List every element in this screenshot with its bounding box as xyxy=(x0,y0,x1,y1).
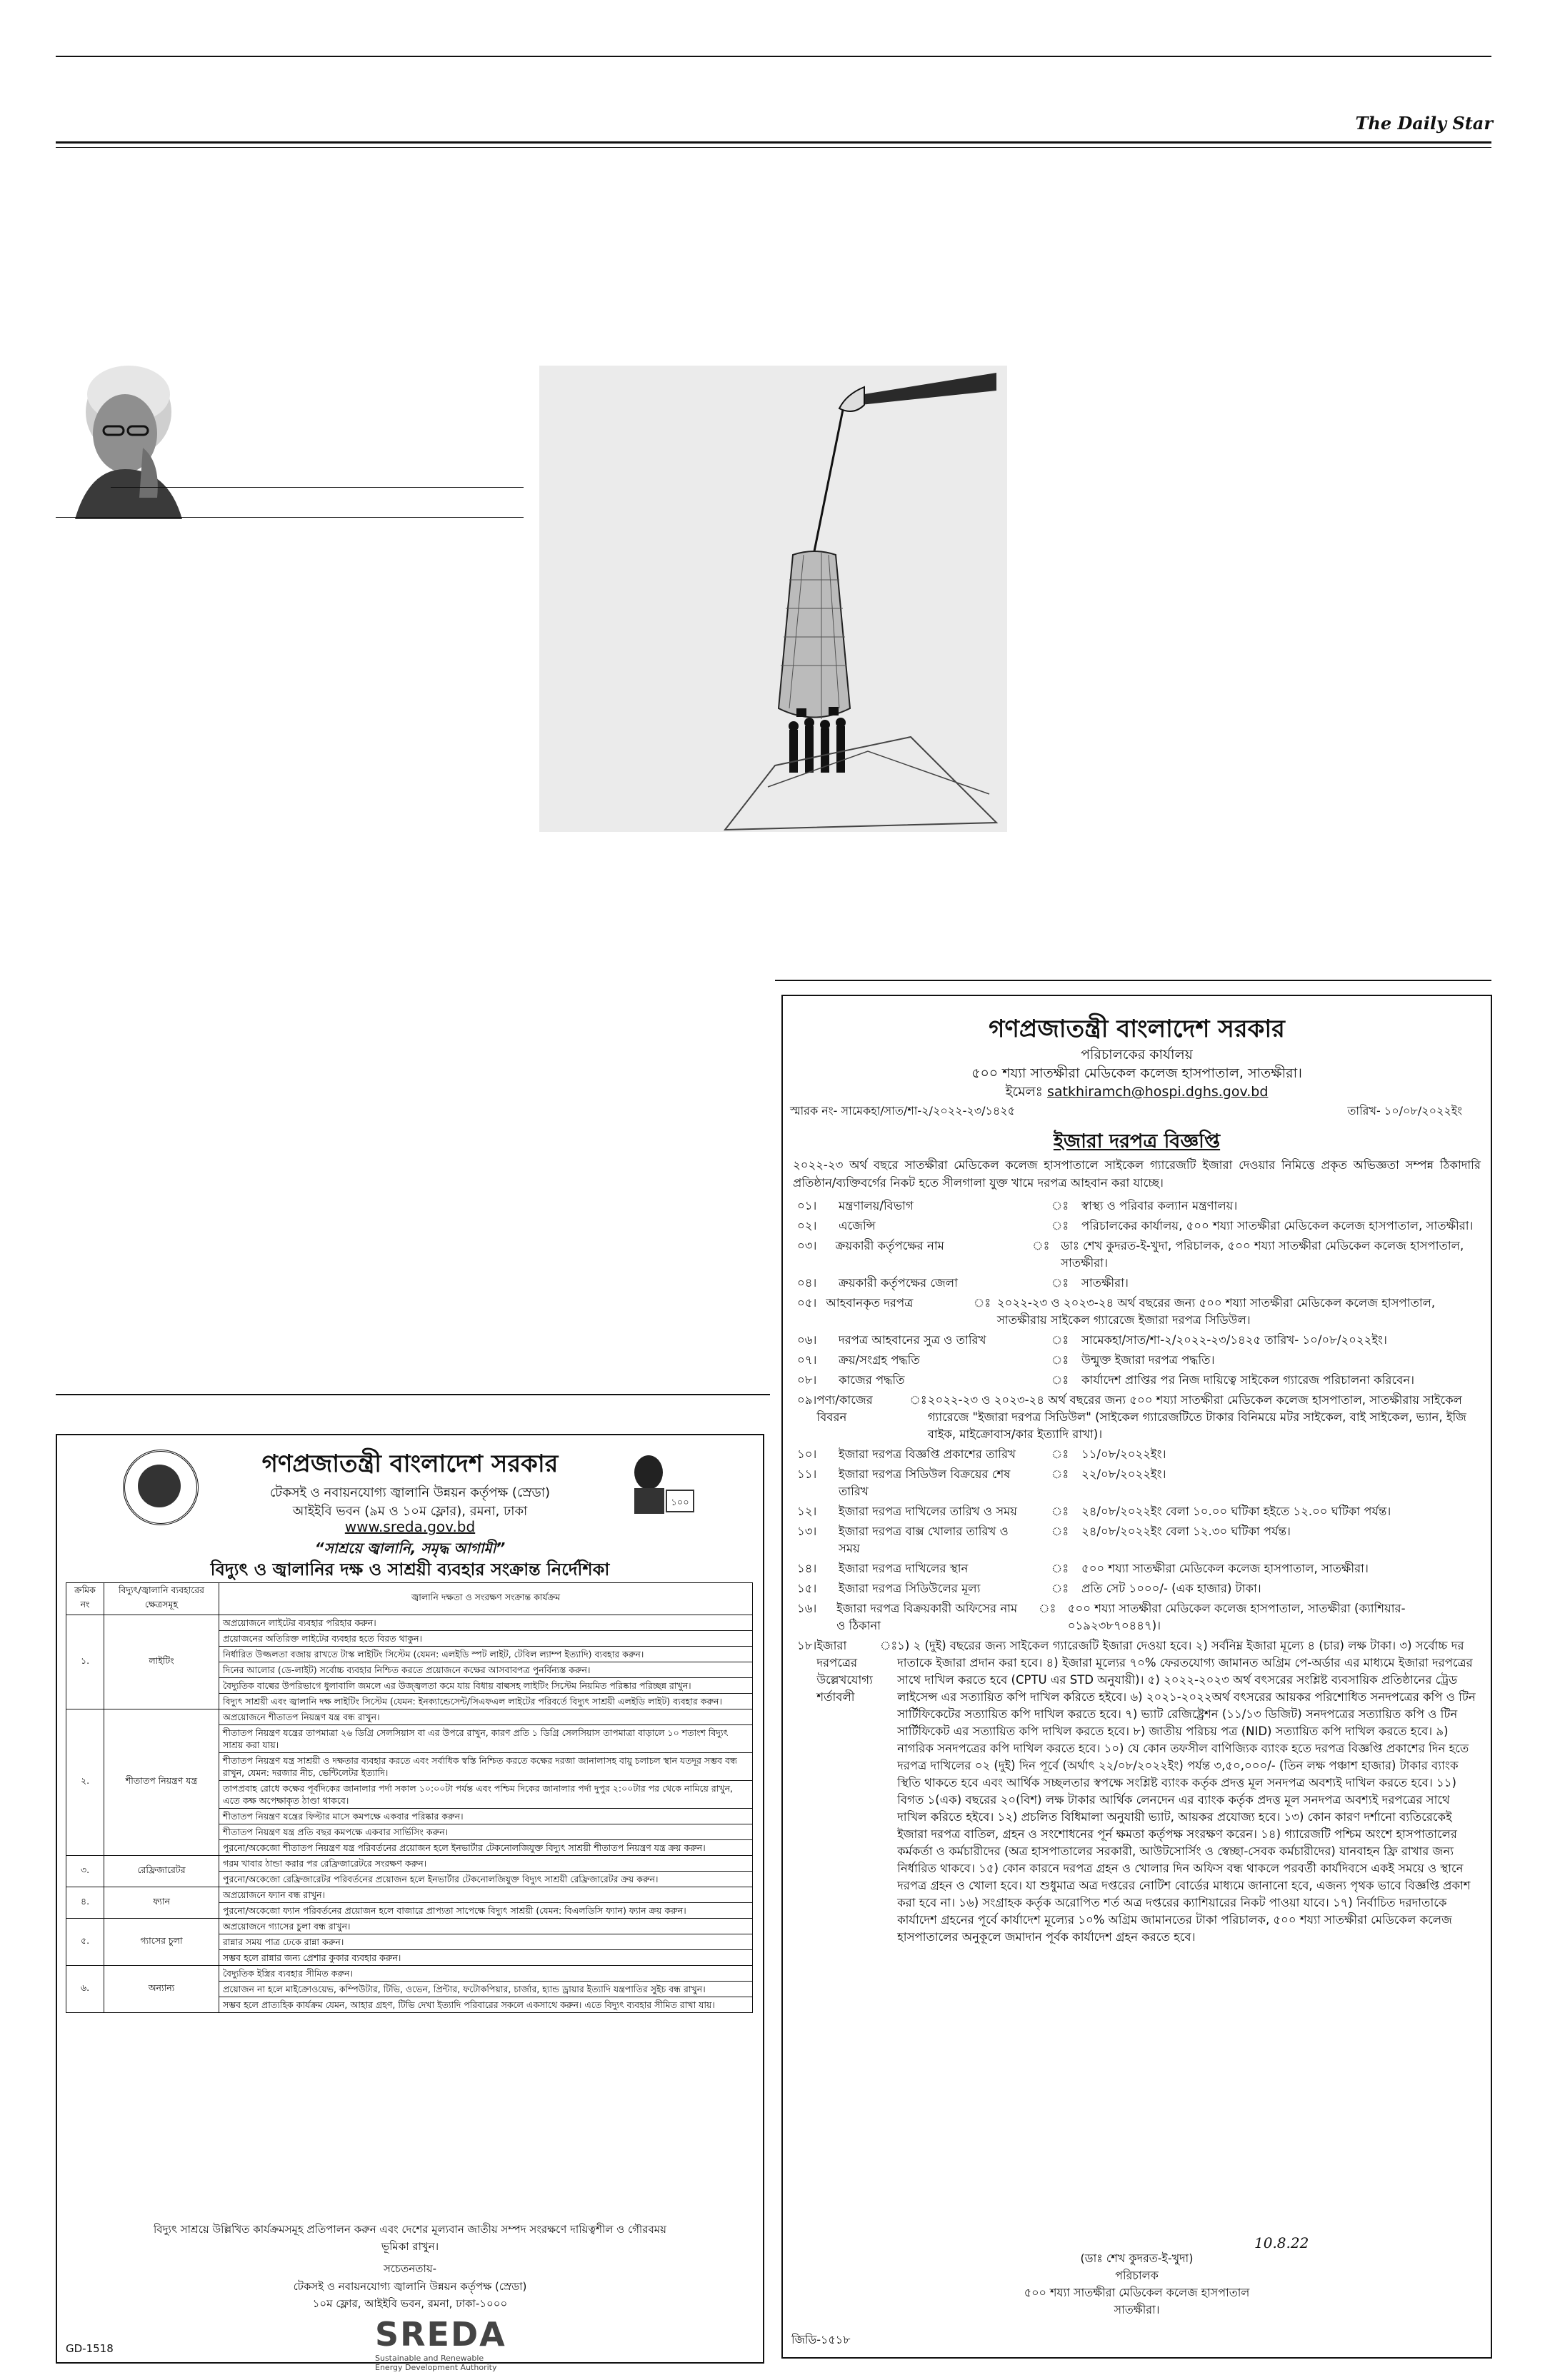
row-label: দরপত্র আহবানের সুত্র ও তারিখ xyxy=(839,1333,986,1347)
tender-row xyxy=(793,1217,1481,1235)
tender-row xyxy=(793,1237,1481,1272)
action-cell: সম্ভব হলে প্রাত্যহিক কার্যক্রম যেমন, আহার গ্রহণ, টিভি দেখা ইত্যাদি পরিবারের সকলে একসাথে করুন। এতে বিদ্যুৎ ব্যবহার সীমিত রাখা যায়। xyxy=(219,1997,753,2013)
col-header-actions: জ্বালানি দক্ষতা ও সংরক্ষণ সংক্রান্ত কার্যক্রম xyxy=(219,1583,753,1615)
signature: 10.8.22 xyxy=(1254,2234,1309,2251)
sreda-logo-sub1: Sustainable and Renewable xyxy=(375,2354,484,2363)
guideline-title: বিদ্যুৎ ও জ্বালানির দক্ষ ও সাশ্রয়ী ব্যবহার সংক্রান্ত নির্দেশিকা xyxy=(210,1560,610,1580)
row-value: ৫০০ শয্যা সাতক্ষীরা মেডিকেল কলেজ হাসপাতাল, সাতক্ষীরা (ক্যাশিয়ার- ০১৯২৩৮৭০৪৪৭)। xyxy=(1067,1602,1406,1632)
tender-row xyxy=(793,1392,1481,1443)
row-number: ১৬। xyxy=(797,1602,817,1615)
notice-rows xyxy=(793,1197,1481,1949)
tender-row xyxy=(793,1503,1481,1520)
column-rule-2 xyxy=(56,517,524,518)
column-rule xyxy=(111,487,524,488)
action-cell: দিনের আলোর (ডে-লাইট) সর্বোচ্চ ব্যবহার নিশ্চিত করতে প্রয়োজনে কক্ষের আসবাবপত্র পুনর্বিন্যস্ত করুন। xyxy=(219,1662,753,1678)
row-value: ৫০০ শয্যা সাতক্ষীরা মেডিকেল কলেজ হাসপাতাল, সাতক্ষীরা। xyxy=(1081,1562,1369,1575)
row-colon: ঃ xyxy=(1051,1373,1069,1387)
row-colon: ঃ xyxy=(1051,1582,1069,1595)
row-number: ০৫। xyxy=(797,1296,817,1310)
row-number: ১৪। xyxy=(797,1562,817,1575)
area-cell: রেফ্রিজারেটর xyxy=(104,1856,219,1887)
action-cell: নির্ধারিত উজ্জলতা বজায় রাখতে টাস্ক লাইটিং সিস্টেম (যেমন: এলইডি স্পট লাইট, টেবিল ল্যাম্প ইত্যাদি) ব্যবহার করুন। xyxy=(219,1647,753,1662)
table-row xyxy=(66,1919,753,1934)
row-value: ২২/০৮/২০২২ইং। xyxy=(1081,1467,1166,1481)
header-rule-2 xyxy=(56,147,1491,148)
signer-title: পরিচালক xyxy=(1115,2269,1159,2282)
row-number: ১৫। xyxy=(797,1582,817,1595)
row-colon: ঃ xyxy=(973,1296,991,1310)
action-cell: শীতাতপ নিয়ন্ত্রণ যন্ত্রের ফিল্টার মাসে কমপক্ষে একবার পরিষ্কার করুন। xyxy=(219,1809,753,1824)
col-header-serial: ক্রমিক নং xyxy=(66,1583,104,1615)
action-cell: প্রয়োজন না হলে মাইক্রোওয়েভ, কম্পিউটার, টিভি, ওভেন, প্রিন্টার, ফটোকপিয়ার, চার্জার, হ্যান্ড ড্রায়ার ইত্যাদি যন্ত্রপাতির সুইচ বন্ধ রাখুন। xyxy=(219,1982,753,1997)
tender-row xyxy=(793,1637,1481,1946)
office-name: পরিচালকের কার্যালয় xyxy=(1081,1047,1193,1063)
email-link[interactable]: satkhiramch@hospi.dghs.gov.bd xyxy=(1046,1084,1269,1100)
row-colon: ঃ xyxy=(1032,1239,1050,1252)
row-label: কাজের পদ্ধতি xyxy=(839,1373,905,1387)
row-value: ২৪/০৮/২০২২ইং বেলা ১২.৩০ ঘটিকা পর্যন্ত। xyxy=(1081,1525,1291,1538)
sender-label: সচেতনতায়- xyxy=(383,2262,437,2275)
row-value: ২৪/০৮/২০২২ইং বেলা ১০.০০ ঘটিকা হইতে ১২.০০ ঘটিকা পর্যন্ত। xyxy=(1081,1505,1391,1518)
row-label: ইজারা দরপত্র সিডিউলের মূল্য xyxy=(839,1582,981,1595)
row-label: আহবানকৃত দরপত্র xyxy=(826,1296,914,1310)
row-number: ০২। xyxy=(797,1219,817,1232)
row-value: উন্মুক্ত ইজারা দরপত্র পদ্ধতি। xyxy=(1081,1353,1215,1367)
row-value: কার্যাদেশ প্রাপ্তির পর নিজ দায়িত্বে সাইকেল গ্যারেজ পরিচালনা করিবেন। xyxy=(1081,1373,1415,1387)
action-cell: প্রয়োজনের অতিরিক্ত লাইটের ব্যবহার হতে বিরত থাকুন। xyxy=(219,1631,753,1647)
govt-title: গণপ্রজাতন্ত্রী বাংলাদেশ সরকার xyxy=(261,1450,559,1478)
row-label: ইজারা দরপত্র বিক্রয়কারী অফিসের নাম ও ঠিকানা xyxy=(836,1602,1018,1632)
action-cell: পুরনো/অকেজো ফ্যান পরিবর্তনের প্রয়োজন হলে বাজারে প্রাপ্যতা সাপেক্ষে বিদ্যুৎ সাশ্রয়ী (যেমন: বিএলডিসি ফ্যান) ফ্যান ক্রয় করুন। xyxy=(219,1903,753,1919)
action-cell: শীতাতপ নিয়ন্ত্রণ যন্ত্রের তাপমাত্রা ২৬ ডিগ্রি সেলসিয়াস বা এর উপরে রাখুন, কারণ প্রতি ১ ডিগ্রি সেলসিয়াস তাপমাত্রা বাড়ালে ১০ শতাংশ বিদ্যুৎ সাশ্রয় করা যায়। xyxy=(219,1725,753,1753)
sreda-logo xyxy=(375,2315,506,2372)
row-number: ১২। xyxy=(797,1505,817,1518)
table-row xyxy=(66,1856,753,1872)
row-value: সাতক্ষীরা। xyxy=(1081,1276,1129,1290)
website-link[interactable]: www.sreda.gov.bd xyxy=(344,1518,476,1535)
tender-row xyxy=(793,1580,1481,1597)
area-cell: লাইটিং xyxy=(104,1615,219,1709)
signer-org: ৫০০ শয্যা সাতক্ষীরা মেডিকেল কলেজ হাসপাতাল xyxy=(1024,2286,1250,2299)
table-row xyxy=(66,1966,753,1982)
govt-title: গণপ্রজাতন্ত্রী বাংলাদেশ সরকার xyxy=(989,1015,1285,1043)
tender-row xyxy=(793,1600,1481,1635)
action-cell: সম্ভব হলে রান্নার জন্য প্রেশার কুকার ব্যবহার করুন। xyxy=(219,1950,753,1966)
area-cell: গ্যাসের চুলা xyxy=(104,1919,219,1966)
signer-block xyxy=(783,2250,1491,2319)
table-row xyxy=(66,1615,753,1631)
row-colon: ঃ xyxy=(1051,1447,1069,1461)
row-value: ডাঃ শেখ কুদরত-ই-খুদা, পরিচালক, ৫০০ শয্যা সাতক্ষীরা মেডিকেল কলেজ হাসপাতাল, সাতক্ষীরা। xyxy=(1061,1239,1464,1270)
row-value: ১) ২ (দুই) বছরের জন্য সাইকেল গ্যারেজটি ইজারা দেওয়া হবে। ২) সর্বনিম্ন ইজারা মূল্যে ৪ (চার) লক্ষ টাকা। ৩) সর্বোচ্চ দর দাতাকে ইজারা প্রদান করা হবে। ৪) ইজারা মূল্যের ৭০% ফেরতযোগ্য জামানত অগ্রিম পে-অর্ডার এর মাধ্যমে ইজারা দরপত্রের সাথে দাখিল করতে হবে (CPTU এর STD অনুযায়ী)। ৫) ২০২২-২০২৩ অর্থ বৎসরের সংশ্লিষ্ট ব্যবসায়িক প্রতিষ্ঠানের ট্রেড লাইসেন্স এর সত্যায়িত কপি দাখিল করিতে হইবে। ৬) ২০২১-২০২২অর্থ বৎসরের আয়কর পরিশোধিত সনদপত্রের কপি ও টিন সার্টিফিকেটের সত্যায়িত কপি দাখিল করতে হবে। ৭) ভ্যাট রেজিষ্ট্রেশন (১১/১৩ ডিজিট) সনদপত্রের সত্যায়িত কপি ও টিন সার্টিফিকেট এর সত্যায়িত কপি দাখিল করতে হবে। ৮) জাতীয় পরিচয় পত্র (NID) সত্যায়িত কপি দাখিল করতে হবে। ৯) নাগরিক সনদপত্রের কপি দাখিল করতে হবে। ১০) যে কোন তফসীল বাণিজ্যিক ব্যাংক হতে দরপত্র বিজ্ঞপ্তি প্রকাশের দিন হতে দরপত্র দাখিলের ০২ (দুই) দিন পূর্বে (অর্থাৎ ২২/০৮/২০২২ইং) পর্যন্ত ৩,৫০,০০০/- (তিন লক্ষ পঞ্চাশ হাজার) টাকার ব্যাংক স্থিতি থাকতে হবে এবং আর্থিক সচ্ছলতার স্বপক্ষে সংশ্লিষ্ট ব্যাংক কর্তৃক প্রদত্ত মূল সনদপত্র অবশ্যই দাখিল করতে হবে। ১১) বিগত ১(এক) বছরের ২০(বিশ) লক্ষ টাকার আর্থিক লেনদেন এর ব্যাংক কর্তৃক প্রদত্ত মূল সনদপত্র অবশ্যই দরপত্রের সাথে দাখিল করিতে হইবে। ১২) প্রচলিত বিধিমালা অনুযায়ী ভ্যাট, আয়কর প্রযোজ্য হবে। ১৩) কোন কারণ দর্শানো ব্যতিরেকেই ইজারা দরপত্র বাতিল, গ্রহন ও সংশোধনের পূর্ন ক্ষমতা কর্তৃপক্ষ সংরক্ষণ করেন। ১৪) গ্যারেজটি পশ্চিম অংশে হাসপাতালের কর্মকর্তা ও কর্মচারীদের (অত্র হাসপাতালের সরকারী, আউটসোর্সিং ও স্বেচ্ছা-সেবক কর্মচারীদের) যানবাহন ফ্রি রাখার জন্য নির্ধারিত থাকবে। ১৫) কোন কারনে দরপত্র গ্রহন ও খোলার দিন অফিস বন্ধ থাকলে পরবর্তী কার্যদিবসে একই সময়ে ও স্থানে দরপত্র গ্রহন ও খোলা হবে। যা শুধুমাত্র অত্র দপ্তরের নোটিশ বোর্ডের মাধ্যমে জানানো হবে, এজন্য পৃথক ভাবে বিজ্ঞপ্তি প্রকাশ করা হবে না। ১৬) সংগ্রাহক কর্তৃক অরোপিত শর্ত অত্র দপ্তরের ক্যাশিয়ারের নিকট পাওয়া যাবে। ১৭) নির্বাচিত দরদাতাকে কার্যাদেশ গ্রহনের পূর্বে কার্যাদেশ মূল্যের ১০% অগ্রিম জামানতের টাকা পরিচালক, ৫০০ শয্যা সাতক্ষীরা মেডিকেল কলেজ হাসপাতালের অনুকূলে জমাদান পূর্বক কার্যাদেশ গ্রহন করতে হবে। xyxy=(897,1639,1476,1944)
memo-number: স্মারক নং- সামেকহা/সাত/শা-২/২০২২-২৩/১৪২৫ xyxy=(790,1104,1016,1118)
row-number: ০৮। xyxy=(797,1373,817,1387)
table-row xyxy=(66,1709,753,1725)
tender-row xyxy=(793,1295,1481,1329)
row-colon: ঃ xyxy=(1051,1276,1069,1290)
row-label: ক্রয়/সংগ্রহ পদ্ধতি xyxy=(839,1353,920,1367)
action-cell: অপ্রয়োজনে গ্যাসের চুলা বন্ধ রাখুন। xyxy=(219,1919,753,1934)
row-label: ইজারা দরপত্রের উল্লেখযোগ্য শর্তাবলী xyxy=(816,1639,873,1704)
tender-row xyxy=(793,1466,1481,1500)
serial-cell: ২. xyxy=(66,1709,104,1856)
row-colon: ঃ xyxy=(1051,1562,1069,1575)
row-colon: ঃ xyxy=(1051,1353,1069,1367)
action-cell: বিদ্যুৎ সাশ্রয়ী এবং জ্বালানি দক্ষ লাইটিং সিস্টেম (যেমন: ইনক্যান্ডেসেন্ট/সিএফএল লাইটের পরিবর্তে বিদ্যুৎ সাশ্রয়ী এলইডি লাইট) ব্যবহার করুন। xyxy=(219,1694,753,1709)
sender-name: টেকসই ও নবায়নযোগ্য জ্বালানি উন্নয়ন কর্তৃপক্ষ (স্রেডা) xyxy=(293,2280,527,2293)
row-colon: ঃ xyxy=(909,1393,927,1407)
row-value: ১১/০৮/২০২২ইং। xyxy=(1081,1447,1166,1461)
slogan: “সাশ্রয়ে জ্বালানি, সমৃদ্ধ আগামী” xyxy=(314,1540,506,1557)
action-cell: তাপপ্রবাহ রোধে কক্ষের পূর্বদিকের জানালার পর্দা সকাল ১০:০০টা পর্যন্ত এবং পশ্চিম দিকের জানালার পর্দা দুপুর ২:০০টার পর থেকে নামিয়ে রাখুন, এতে কক্ষ অপেক্ষাকৃত ঠাণ্ডা থাকবে। xyxy=(219,1781,753,1809)
row-number: ০৭। xyxy=(797,1353,817,1367)
left-ad-top-rule xyxy=(56,1394,770,1395)
row-colon: ঃ xyxy=(1051,1525,1069,1538)
action-cell: বৈদ্যুতিক বাল্বের উপরিভাগে ধুলাবালি জমলে এর উজ্জ্বলতা কমে যায় বিধায় বাল্বসহ লাইটিং সিস্টেম নিয়মিত পরিষ্কার পরিচ্ছন্ন রাখুন। xyxy=(219,1678,753,1694)
header-rule-1 xyxy=(56,141,1491,144)
serial-cell: ৩. xyxy=(66,1856,104,1887)
row-number: ০৩। xyxy=(797,1239,817,1252)
row-number: ০৯। xyxy=(797,1393,817,1407)
tender-row xyxy=(793,1197,1481,1215)
row-colon: ঃ xyxy=(1039,1602,1056,1615)
action-cell: রান্নার সময় পাত্র ঢেকে রান্না করুন। xyxy=(219,1934,753,1950)
svg-text:১০০: ১০০ xyxy=(671,1497,689,1508)
ad-separator-rule xyxy=(775,980,1491,981)
tender-row xyxy=(793,1560,1481,1577)
row-number: ১০। xyxy=(797,1447,817,1461)
area-cell: অন্যান্য xyxy=(104,1966,219,2013)
row-label: ইজারা দরপত্র বাক্স খোলার তারিখ ও সময় xyxy=(839,1525,1009,1555)
row-colon: ঃ xyxy=(1051,1467,1069,1481)
ad-code: GD-1518 xyxy=(66,2342,114,2355)
row-number: ০৬। xyxy=(797,1333,817,1347)
row-colon: ঃ xyxy=(1051,1199,1069,1212)
tender-row xyxy=(793,1372,1481,1389)
row-value: পরিচালকের কার্যালয়, ৫০০ শয্যা সাতক্ষীরা মেডিকেল কলেজ হাসপাতাল, সাতক্ষীরা। xyxy=(1081,1219,1474,1232)
agency-address: আইইবি ভবন (৯ম ও ১০ম ফ্লোর), রমনা, ঢাকা xyxy=(292,1504,528,1519)
row-number: ১১। xyxy=(797,1467,817,1481)
editorial-illustration xyxy=(539,366,1007,832)
action-cell: শীতাতপ নিয়ন্ত্রণ যন্ত্র সাশ্রয়ী ও দক্ষতার ব্যবহার করতে এবং সর্বাধিক স্বস্তি নিশ্চিত করতে কক্ষের দরজা জানালাসহ বায়ু চলাচল স্থান যতদূর সম্ভব বন্ধ রাখুন, যেমন: দরজার নীচ, ভেন্টিলেটর ইত্যাদি। xyxy=(219,1753,753,1781)
row-colon: ঃ xyxy=(1051,1505,1069,1518)
action-cell: শীতাতপ নিয়ন্ত্রণ যন্ত্র প্রতি বছর কমপক্ষে একবার সার্ভিসিং করুন। xyxy=(219,1824,753,1840)
masthead-logo: The Daily Star xyxy=(1355,113,1493,134)
row-label: ইজারা দরপত্র দাখিলের তারিখ ও সময় xyxy=(839,1505,1018,1518)
tender-row xyxy=(793,1332,1481,1349)
notice-title: ইজারা দরপত্র বিজ্ঞপ্তি xyxy=(1053,1130,1221,1153)
row-number: ১৮। xyxy=(797,1639,817,1652)
action-cell: অপ্রয়োজনে লাইটের ব্যবহার পরিহার করুন। xyxy=(219,1615,753,1631)
tender-row xyxy=(793,1275,1481,1292)
area-cell: শীতাতপ নিয়ন্ত্রণ যন্ত্র xyxy=(104,1709,219,1856)
row-number: ০১। xyxy=(797,1199,817,1212)
row-value: স্বাস্থ্য ও পরিবার কল্যান মন্ত্রণালয়। xyxy=(1081,1199,1238,1212)
action-cell: অপ্রয়োজনে শীতাতপ নিয়ন্ত্রণ যন্ত্র বন্ধ রাখুন। xyxy=(219,1709,753,1725)
row-label: ইজারা দরপত্র দাখিলের স্থান xyxy=(839,1562,969,1575)
col-header-area: বিদ্যুৎ/জ্বালানি ব্যবহারের ক্ষেত্রসমূহ xyxy=(104,1583,219,1615)
sender-address: ১০ম ফ্লোর, আইইবি ভবন, রমনা, ঢাকা-১০০০ xyxy=(312,2297,508,2310)
guideline-table xyxy=(66,1582,753,2013)
notice-intro: ২০২২-২৩ অর্থ বছরে সাতক্ষীরা মেডিকেল কলেজ হাসপাতালে সাইকেল গ্যারেজটি ইজারা দেওয়ার নিমিত্তে প্রকৃত অভিজ্ঞতা সম্পন্ন ঠিকাদারি প্রতিষ্ঠান/ব্যক্তিবর্গের নিকট হতে সীলগালা যুক্ত খামে দরপত্র আহবান করা যাচ্ছে। xyxy=(793,1158,1481,1190)
row-label: ইজারা দরপত্র বিজ্ঞপ্তি প্রকাশের তারিখ xyxy=(839,1447,1016,1461)
row-number: ০৪। xyxy=(797,1276,817,1290)
agency-name: টেকসই ও নবায়নযোগ্য জ্বালানি উন্নয়ন কর্তৃপক্ষ (স্রেডা) xyxy=(269,1485,551,1500)
action-cell: অপ্রয়োজনে ফ্যান বন্ধ রাখুন। xyxy=(219,1887,753,1903)
signer-name: (ডাঃ শেখ কুদরত-ই-খুদা) xyxy=(1080,2251,1194,2265)
serial-cell: ৬. xyxy=(66,1966,104,2013)
row-value: সামেকহা/সাত/শা-২/২০২২-২৩/১৪২৫ তারিখ- ১০/০৮/২০২২ইং। xyxy=(1081,1333,1387,1347)
tender-row xyxy=(793,1352,1481,1369)
action-cell: গরম খাবার ঠান্ডা করার পর রেফ্রিজারেটরে সংরক্ষণ করুন। xyxy=(219,1856,753,1872)
action-cell: বৈদ্যুতিক ইস্ত্রির ব্যবহার সীমিত করুন। xyxy=(219,1966,753,1982)
serial-cell: ১. xyxy=(66,1615,104,1709)
tender-row xyxy=(793,1446,1481,1463)
top-rule xyxy=(56,56,1491,57)
row-colon: ঃ xyxy=(1051,1333,1069,1347)
row-colon: ঃ xyxy=(879,1639,898,1652)
row-colon: ঃ xyxy=(1051,1219,1069,1232)
action-cell: পুরনো/অকেজো শীতাতপ নিয়ন্ত্রণ যন্ত্র পরিবর্তনের প্রয়োজন হলে ইনভার্টার টেকনোলজিযুক্ত বিদ্যুৎ সাশ্রয়ী শীতাতপ নিয়ন্ত্রণ যন্ত্র ক্রয় করুন। xyxy=(219,1840,753,1856)
row-label: এজেন্সি xyxy=(839,1219,876,1232)
tender-row xyxy=(793,1523,1481,1557)
row-label: ইজারা দরপত্র সিডিউল বিক্রয়ের শেষ তারিখ xyxy=(839,1467,1011,1498)
row-label: মন্ত্রণালয়/বিভাগ xyxy=(839,1199,914,1212)
row-number: ১৩। xyxy=(797,1525,817,1538)
action-cell: পুরনো/অকেজো রেফ্রিজারেটর পরিবর্তনের প্রয়োজন হলে ইনভার্টার টেকনোলজিযুক্ত বিদ্যুৎ সাশ্রয়ী রেফ্রিজারেটর ক্রয় করুন। xyxy=(219,1872,753,1887)
serial-cell: ৫. xyxy=(66,1919,104,1966)
row-value: ২০২২-২৩ ও ২০২৩-২৪ অর্থ বছরের জন্য ৫০০ শয্যা সাতক্ষীরা মেডিকেল কলেজ হাসপাতাল, সাতক্ষীরায় সাইকেল গ্যারেজে ইজারা দরপত্র সিডিউল। xyxy=(996,1296,1436,1327)
row-label: ক্রয়কারী কর্তৃপক্ষের নাম xyxy=(835,1239,944,1252)
row-value: ২০২২-২৩ ও ২০২৩-২৪ অর্থ বছরের জন্য ৫০০ শয্যা সাতক্ষীরা মেডিকেল কলেজ হাসপাতাল, সাতক্ষীরায় সাইকেল গ্যারেজে "ইজারা দরপত্র সিডিউল" (সাইকেল গ্যারেজটিতে টাকার বিনিময়ে মটর সাইকেল, বাই সাইকেল, ভ্যান, ইজি বাইক, মাইক্রোবাস/কার ইত্যাদি রাখা)। xyxy=(927,1393,1466,1441)
row-value: প্রতি সেট ১০০০/- (এক হাজার) টাকা। xyxy=(1081,1582,1261,1595)
signer-city: সাতক্ষীরা। xyxy=(1114,2303,1160,2316)
hospital-name: ৫০০ শয্যা সাতক্ষীরা মেডিকেল কলেজ হাসপাতাল, সাতক্ষীরা। xyxy=(971,1065,1302,1081)
sreda-logo-text: SREDA xyxy=(375,2315,506,2354)
notice-date: তারিখ- ১০/০৮/২০২২ইং xyxy=(1347,1104,1462,1118)
row-label: ক্রয়কারী কর্তৃপক্ষের জেলা xyxy=(839,1276,958,1290)
sreda-energy-ad xyxy=(56,1434,764,2372)
email-label: ইমেলঃ xyxy=(1005,1084,1043,1100)
row-label: পণ্য/কাজের বিবরন xyxy=(816,1393,873,1424)
sreda-logo-sub2: Energy Development Authority xyxy=(375,2363,497,2372)
table-row xyxy=(66,1887,753,1903)
ad-code: জিডি-১৫১৮ xyxy=(791,2333,851,2346)
serial-cell: ৪. xyxy=(66,1887,104,1919)
closing-note: বিদ্যুৎ সাশ্রয়ে উল্লিখিত কার্যক্রমসমূহ প্রতিপালন করুন এবং দেশের মূল্যবান জাতীয় সম্পদ সংরক্ষণে দায়িত্বশীল ও গৌরবময় ভূমিকা রাখুন। xyxy=(154,2223,666,2253)
area-cell: ফ্যান xyxy=(104,1887,219,1919)
columnist-portrait xyxy=(54,355,186,519)
tender-notice-ad xyxy=(781,995,1492,2359)
